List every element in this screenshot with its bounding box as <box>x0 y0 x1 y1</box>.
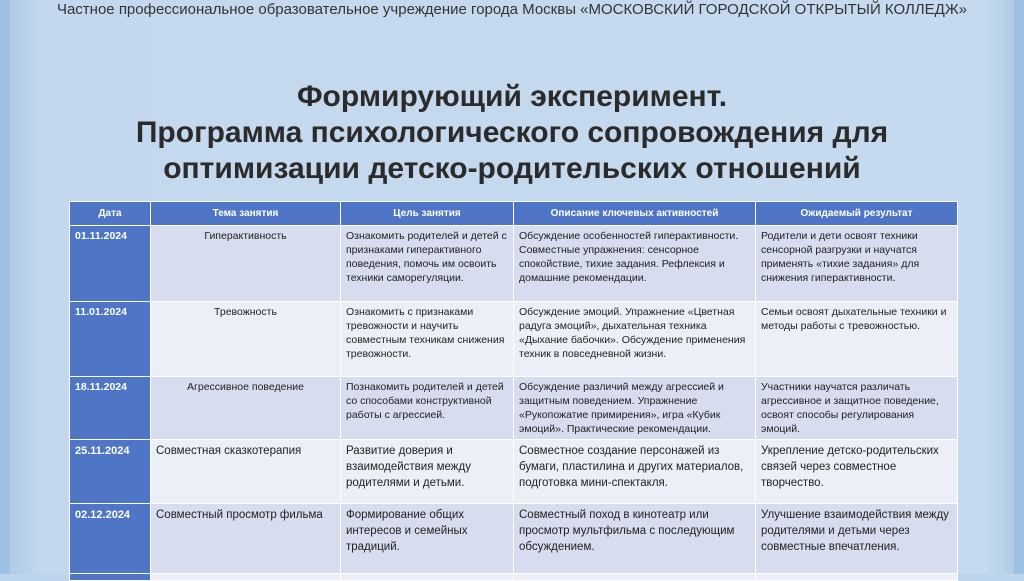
cell-activities: Обсуждение особенностей гиперактивности. Совместные упражнения: сенсорное спокойствие, тихие задания. Рефлексия и домашние рекомендации. <box>514 226 756 302</box>
table-row <box>70 377 958 440</box>
cell-topic: Совместный просмотр фильма <box>151 504 341 574</box>
cell-activities: Совместный поход в кинотеатр или просмотр мультфильма с последующим обсуждением. <box>514 504 756 574</box>
cell-goal: Формирование общих интересов и семейных традиций. <box>341 504 514 574</box>
cell-result: Семьи освоят дыхательные техники и методы работы с тревожностью. <box>756 302 958 377</box>
cell-cut <box>151 574 341 581</box>
cell-cut <box>341 574 514 581</box>
cell-date: 18.11.2024 <box>70 377 151 440</box>
table-row-cut <box>70 574 958 581</box>
institution-name: Частное профессиональное образовательное учреждение города Москвы «МОСКОВСКИЙ ГОРОДСКОЙ ОТКРЫТЫЙ КОЛЛЕДЖ» <box>56 1 968 18</box>
column-header-topic: Тема занятия <box>151 202 341 226</box>
column-header-date: Дата <box>70 202 151 226</box>
cell-date-cut <box>70 574 151 581</box>
program-table <box>69 201 958 581</box>
column-header-goal: Цель занятия <box>341 202 514 226</box>
cell-date: 02.12.2024 <box>70 504 151 574</box>
cell-goal: Познакомить родителей и детей со способами конструктивной работы с агрессией. <box>341 377 514 440</box>
table-row <box>70 440 958 504</box>
table-header-row <box>70 202 958 226</box>
cell-date: 25.11.2024 <box>70 440 151 504</box>
cell-cut <box>514 574 756 581</box>
slide-title <box>40 79 984 187</box>
title-line-2: Программа психологического сопровождения для оптимизации детско-родительских отношений <box>135 116 889 185</box>
cell-result: Родители и дети освоят техники сенсорной разгрузки и научатся применять «тихие задания» для снижения гиперактивности. <box>756 226 958 302</box>
cell-topic: Тревожность <box>151 302 341 377</box>
slide-edge-left <box>0 0 10 574</box>
table-row <box>70 226 958 302</box>
cell-goal: Ознакомить с признаками тревожности и научить совместным техникам снижения тревожности. <box>341 302 514 377</box>
cell-date: 11.01.2024 <box>70 302 151 377</box>
table-row <box>70 504 958 574</box>
cell-activities: Совместное создание персонажей из бумаги, пластилина и других материалов, подготовка мини-спектакля. <box>514 440 756 504</box>
column-header-activities: Описание ключевых активностей <box>514 202 756 226</box>
cell-topic: Гиперактивность <box>151 226 341 302</box>
title-line-1: Формирующий эксперимент. <box>296 80 728 113</box>
cell-activities: Обсуждение эмоций. Упражнение «Цветная радуга эмоций», дыхательная техника «Дыхание бабочки». Обсуждение применения техник в повседневной жизни. <box>514 302 756 377</box>
slide-edge-right <box>1014 0 1024 574</box>
cell-topic: Агрессивное поведение <box>151 377 341 440</box>
cell-topic: Совместная сказкотерапия <box>151 440 341 504</box>
cell-result: Укрепление детско-родительских связей через совместное творчество. <box>756 440 958 504</box>
cell-date: 01.11.2024 <box>70 226 151 302</box>
cell-cut <box>756 574 958 581</box>
cell-result: Улучшение взаимодействия между родителями и детьми через совместные впечатления. <box>756 504 958 574</box>
table-row <box>70 302 958 377</box>
cell-result: Участники научатся различать агрессивное и защитное поведение, освоят способы регулирования эмоций. <box>756 377 958 440</box>
column-header-result: Ожидаемый результат <box>756 202 958 226</box>
cell-goal: Развитие доверия и взаимодействия между родителями и детьми. <box>341 440 514 504</box>
cell-goal: Ознакомить родителей и детей с признаками гиперактивного поведения, помочь им освоить техники саморегуляции. <box>341 226 514 302</box>
cell-activities: Обсуждение различий между агрессией и защитным поведением. Упражнение «Рукопожатие примирения», игра «Кубик эмоций». Практические рекомендации. <box>514 377 756 440</box>
